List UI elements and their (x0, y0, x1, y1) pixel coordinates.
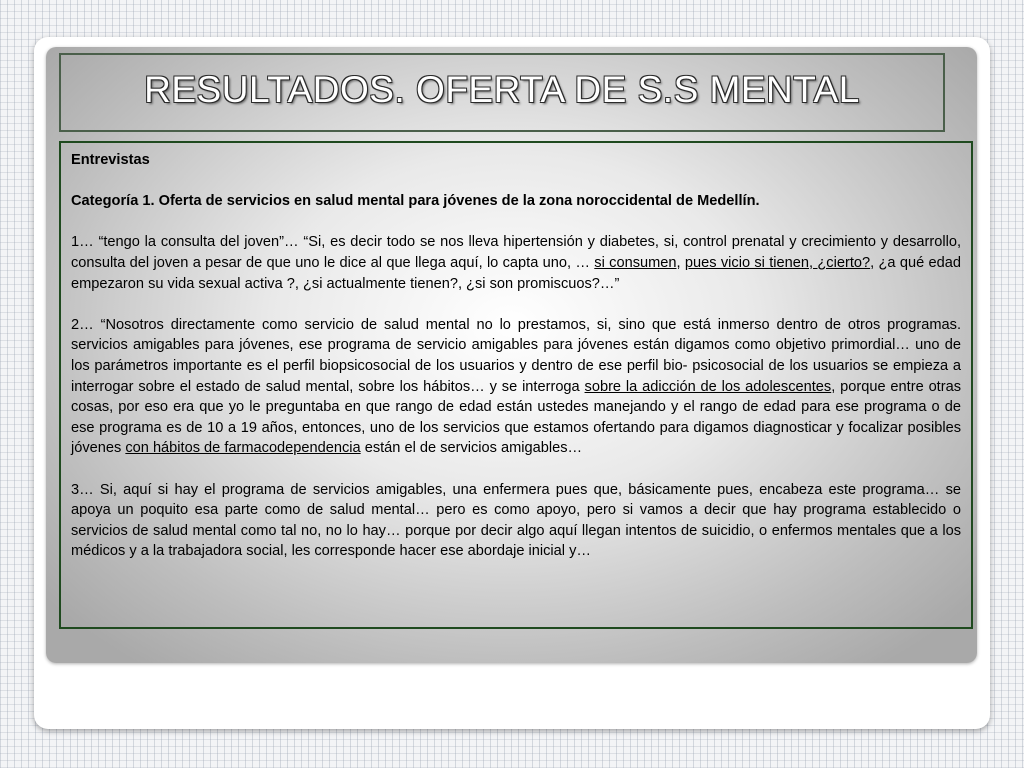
quote-2-underline-2: con hábitos de farmacodependencia (125, 440, 361, 457)
quote-1-text-c: , ¿a qué edad empezaron su vida sexual activa ?, ¿si actualmente tienen?, ¿si son promiscuos?…” (71, 254, 961, 292)
quote-paragraph-1 (71, 232, 961, 294)
quote-2-underline-1: sobre la adicción de los adolescentes (584, 378, 832, 395)
quote-1-underline-2: pues vicio si tienen, ¿cierto? (684, 254, 871, 271)
quote-2-text-b: , porque entre otras cosas, por eso era que yo le preguntaba en que rango de edad están ustedes manejando y el rango de edad para ese programa o de ese programa es de 10 a 19 años, entonces, uno de los servicios que estamos ofertando para digamos diagnosticar y focalizar posibles jóvenes (71, 378, 962, 457)
spacer (71, 171, 961, 192)
quote-1-text-b: , (676, 254, 685, 271)
quote-1-text-a: 1… “tengo la consulta del joven”… “Si, es decir todo se nos lleva hipertensión y diabetes, si, control prenatal y crecimiento y desarrollo, consulta del joven a pesar de que uno le dice al que llega aquí, lo capta uno, … (71, 234, 961, 271)
quote-paragraph-3: 3… Si, aquí si hay el programa de servicios amigables, una enfermera pues que, básicamente pues, encabeza este programa… se apoya un poquito esa parte como de salud mental… pero es como apoyo, pero si vamos a decir que hay programa establecido o servicios de salud mental como tal no, no lo hay… porque por decir algo aquí llegan intentos de suicidio, o enfermos mentales que a los médicos y a la trabajadora social, les corresponde hacer ese abordaje inicial y… (71, 481, 961, 560)
spacer (71, 294, 961, 315)
slide-title: RESULTADOS. OFERTA DE S.S MENTAL (144, 68, 860, 110)
content-box (59, 141, 973, 629)
quote-2-text-c: están el de servicios amigables… (360, 440, 583, 457)
title-box (59, 53, 945, 132)
quote-paragraph-2 (71, 315, 961, 459)
category-heading: Categoría 1. Oferta de servicios en salud mental para jóvenes de la zona noroccidental de Medellín. (71, 193, 760, 210)
section-heading: Entrevistas (71, 152, 150, 168)
spacer (71, 212, 961, 233)
quote-2-text-a: 2… “Nosotros directamente como servicio de salud mental no lo prestamos, si, sino que está inmerso dentro de otros programas. servicios amigables para jóvenes, ese programa de servicio amigables para jóvenes están digamos como objetivo primordial… uno de los parámetros importante es el perfil biopsicosocial de los usuarios y dentro de ese perfil bio- psicosocial de los usuarios se empieza a interrogar sobre el estado de salud mental, sobre los hábitos… y se interroga (71, 316, 961, 395)
spacer (71, 459, 961, 480)
quote-1-underline-1: si consumen (594, 254, 677, 271)
